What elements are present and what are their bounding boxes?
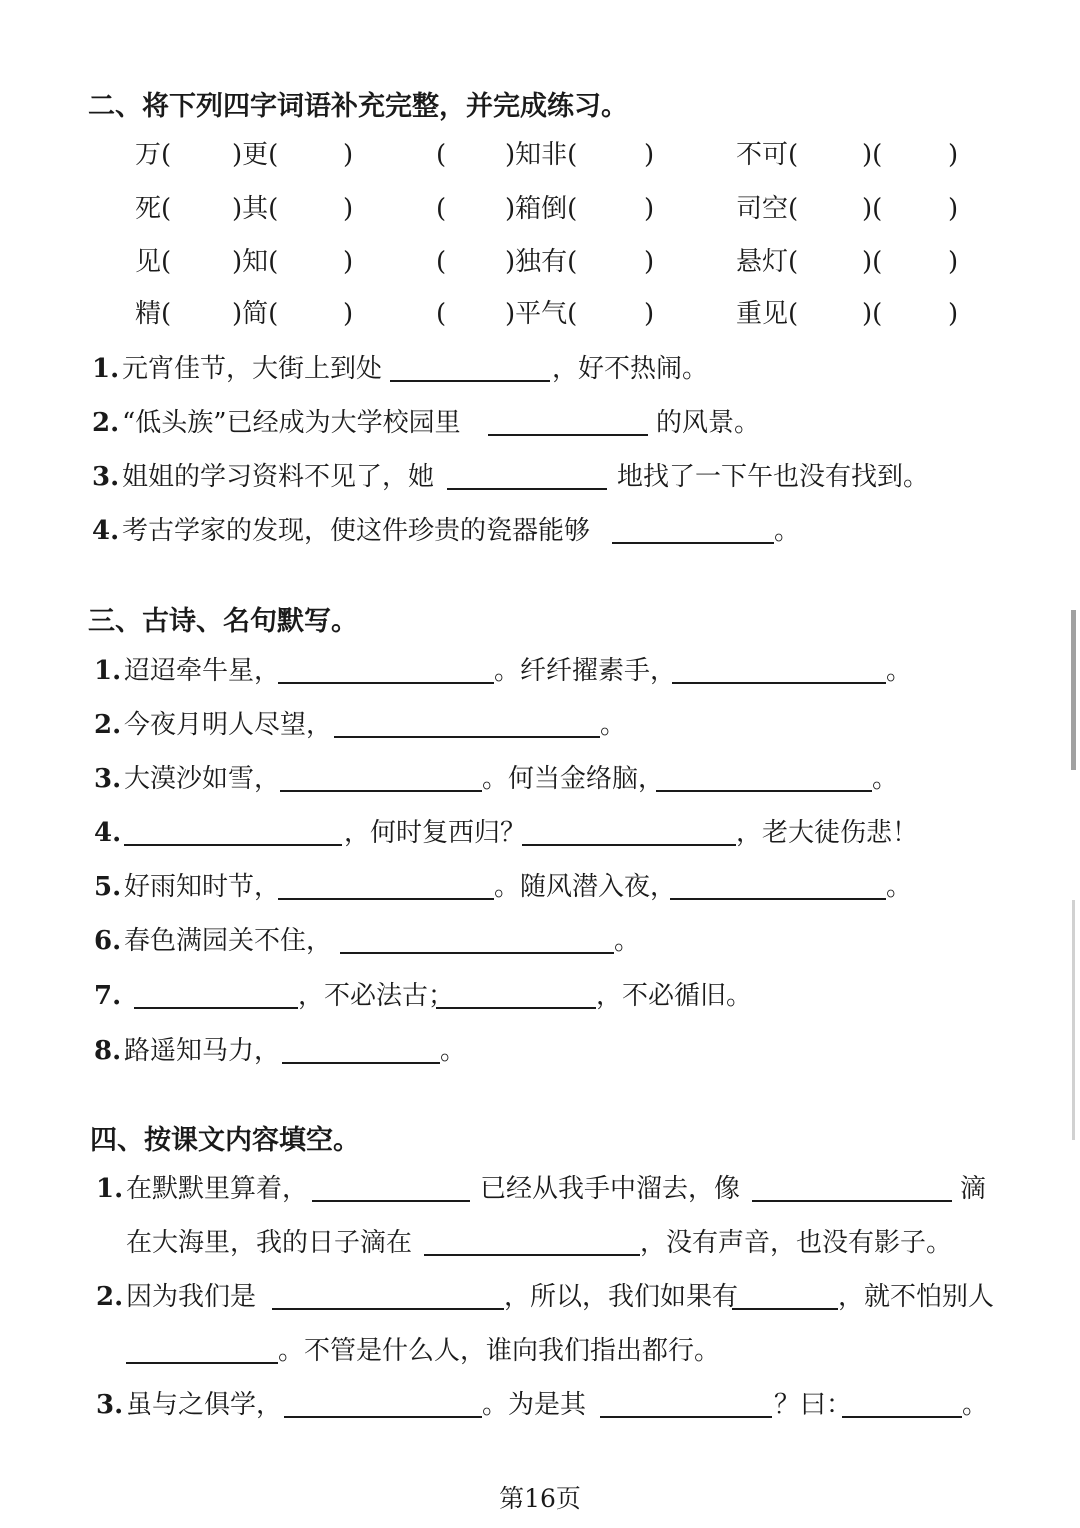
section-3-heading: 三、古诗、名句默写。 <box>88 606 358 637</box>
s3-q8-text: 路遥知马力， <box>124 1036 281 1066</box>
s3-q8-tail: 。 <box>440 1036 467 1066</box>
section-4-heading: 四、按课文内容填空。 <box>90 1125 360 1156</box>
s3-q1-text: 迢迢牵牛星， <box>124 656 281 686</box>
idiom-12-part-c: ) <box>948 299 959 329</box>
s3-q1-number: 1. <box>94 656 122 686</box>
s4-q3-text: 虽与之俱学， <box>126 1390 283 1420</box>
s2-q1-text: 元宵佳节，大街上到处 <box>122 354 383 384</box>
s2-q2-text: “低头族”已经成为大学校园里 <box>122 408 461 438</box>
s2-q1-tail: ，好不热闹。 <box>552 354 709 384</box>
idiom-1-part-c: ) <box>343 140 354 170</box>
idiom-5-part-a: ( <box>436 194 447 224</box>
idiom-9-part-b: )( <box>862 247 883 277</box>
idiom-10-part-a: 精( <box>135 299 172 329</box>
s2-q4-tail: 。 <box>774 516 801 546</box>
s3-q3-tail: 。 <box>872 764 899 794</box>
s2-q4-blank[interactable] <box>612 542 774 544</box>
s2-q4-number: 4. <box>92 516 120 546</box>
s3-q8-number: 8. <box>94 1036 122 1066</box>
s2-q2-number: 2. <box>92 408 120 438</box>
s3-q2-number: 2. <box>94 710 122 740</box>
s3-q7-blank-2[interactable] <box>436 1007 596 1009</box>
s3-q8-blank[interactable] <box>282 1062 440 1064</box>
s3-q6-text: 春色满园关不住， <box>124 926 333 956</box>
s3-q3-blank-2[interactable] <box>656 790 872 792</box>
idiom-2-part-a: ( <box>436 140 447 170</box>
s4-q2-mid-2: ，就不怕别人 <box>838 1282 995 1312</box>
idiom-2-part-b: )知非( <box>505 140 578 170</box>
s4-q1-blank-1[interactable] <box>312 1200 470 1202</box>
idiom-7-part-a: 见( <box>135 247 172 277</box>
idiom-8-part-b: )独有( <box>505 247 578 277</box>
s3-q1-blank-1[interactable] <box>278 682 494 684</box>
idiom-9-part-a: 悬灯( <box>736 247 799 277</box>
s3-q6-number: 6. <box>94 926 122 956</box>
s3-q5-number: 5. <box>94 872 122 902</box>
s3-q5-blank-2[interactable] <box>670 898 886 900</box>
s3-q3-blank-1[interactable] <box>280 790 482 792</box>
s3-q4-number: 4. <box>94 818 122 848</box>
s4-q2-blank-2[interactable] <box>732 1308 838 1310</box>
s3-q7-blank-1[interactable] <box>134 1007 298 1009</box>
idiom-11-part-a: ( <box>436 299 447 329</box>
page-number: 第16页 <box>499 1484 581 1513</box>
idiom-1-part-a: 万( <box>135 140 172 170</box>
s2-q3-text: 姐姐的学习资料不见了，她 <box>122 462 435 492</box>
s4-q3-mid-2: ？曰： <box>774 1390 853 1420</box>
s4-q3-blank-1[interactable] <box>284 1416 482 1418</box>
s4-q1-line2-text: 在大海里，我的日子滴在 <box>126 1228 413 1258</box>
s4-q3-tail: 。 <box>962 1390 989 1420</box>
s4-q1-mid: 已经从我手中溜去，像 <box>480 1174 741 1204</box>
idiom-12-part-b: )( <box>862 299 883 329</box>
s2-q2-tail: 的风景。 <box>656 408 761 438</box>
s2-q3-tail: 地找了一下午也没有找到。 <box>617 462 930 492</box>
s3-q4-blank-1[interactable] <box>124 844 342 846</box>
idiom-2-part-c: ) <box>644 140 655 170</box>
s4-q3-number: 3. <box>96 1390 124 1420</box>
s2-q1-number: 1. <box>92 354 120 384</box>
s4-q2-tail: 。不管是什么人，谁向我们指出都行。 <box>278 1336 721 1366</box>
idiom-8-part-a: ( <box>436 247 447 277</box>
idiom-10-part-c: ) <box>343 299 354 329</box>
s4-q3-mid: 。为是其 <box>482 1390 587 1420</box>
scan-edge-mark-2 <box>1072 900 1075 1140</box>
s4-q1-blank-2[interactable] <box>752 1200 952 1202</box>
s3-q7-tail: ，不必循旧。 <box>596 981 753 1011</box>
s3-q3-text: 大漠沙如雪， <box>124 764 281 794</box>
s3-q6-tail: 。 <box>614 926 641 956</box>
idiom-6-part-c: ) <box>948 194 959 224</box>
idiom-11-part-c: ) <box>644 299 655 329</box>
s3-q1-mid: 。纤纤擢素手， <box>494 656 677 686</box>
section-2-heading: 二、将下列四字词语补充完整，并完成练习。 <box>88 91 628 122</box>
idiom-5-part-c: ) <box>644 194 655 224</box>
s4-q3-blank-3[interactable] <box>842 1416 962 1418</box>
s3-q2-tail: 。 <box>600 710 627 740</box>
s3-q3-mid: 。何当金络脑， <box>482 764 665 794</box>
idiom-6-part-b: )( <box>862 194 883 224</box>
s4-q2-blank-1[interactable] <box>272 1308 504 1310</box>
s2-q3-blank[interactable] <box>447 488 607 490</box>
idiom-5-part-b: )箱倒( <box>505 194 578 224</box>
s3-q5-blank-1[interactable] <box>278 898 494 900</box>
s4-q2-number: 2. <box>96 1282 124 1312</box>
s3-q1-blank-2[interactable] <box>672 682 886 684</box>
idiom-9-part-c: ) <box>948 247 959 277</box>
idiom-4-part-a: 死( <box>135 194 172 224</box>
s2-q3-number: 3. <box>92 462 120 492</box>
idiom-6-part-a: 司空( <box>736 194 799 224</box>
s3-q4-mid: ，何时复西归？ <box>344 818 527 848</box>
scan-edge-mark <box>1071 610 1076 770</box>
s3-q2-blank[interactable] <box>334 736 600 738</box>
s3-q4-tail: ，老大徒伤悲！ <box>736 818 919 848</box>
s3-q1-tail: 。 <box>886 656 913 686</box>
s3-q5-text: 好雨知时节， <box>124 872 281 902</box>
idiom-3-part-b: )( <box>862 140 883 170</box>
idiom-7-part-c: ) <box>343 247 354 277</box>
s3-q6-blank[interactable] <box>340 952 614 954</box>
idiom-8-part-c: ) <box>644 247 655 277</box>
s3-q5-mid: 。随风潜入夜， <box>494 872 677 902</box>
s3-q7-mid: ，不必法古； <box>298 981 455 1011</box>
s3-q5-tail: 。 <box>886 872 913 902</box>
idiom-4-part-b: )其( <box>232 194 279 224</box>
s4-q1-blank-3[interactable] <box>424 1254 640 1256</box>
idiom-1-part-b: )更( <box>232 140 279 170</box>
s2-q1-blank[interactable] <box>390 380 550 382</box>
s4-q1-tail: ，没有声音，也没有影子。 <box>640 1228 953 1258</box>
s4-q1-number: 1. <box>96 1174 124 1204</box>
idiom-7-part-b: )知( <box>232 247 279 277</box>
idiom-11-part-b: )平气( <box>505 299 578 329</box>
s2-q2-blank[interactable] <box>488 434 648 436</box>
s4-q2-text: 因为我们是 <box>126 1282 257 1312</box>
s3-q7-number: 7. <box>94 981 122 1011</box>
s4-q1-text: 在默默里算着， <box>126 1174 309 1204</box>
s3-q4-blank-2[interactable] <box>522 844 736 846</box>
idiom-12-part-a: 重见( <box>736 299 799 329</box>
s2-q4-text: 考古学家的发现，使这件珍贵的瓷器能够 <box>122 516 591 546</box>
s4-q3-blank-2[interactable] <box>600 1416 772 1418</box>
s4-q2-mid: ，所以，我们如果有 <box>504 1282 739 1312</box>
idiom-10-part-b: )简( <box>232 299 279 329</box>
idiom-3-part-c: ) <box>948 140 959 170</box>
idiom-3-part-a: 不可( <box>736 140 799 170</box>
s3-q3-number: 3. <box>94 764 122 794</box>
s3-q2-text: 今夜月明人尽望， <box>124 710 333 740</box>
s4-q1-mid-2: 滴 <box>960 1174 987 1204</box>
idiom-4-part-c: ) <box>343 194 354 224</box>
s4-q2-blank-3[interactable] <box>126 1362 278 1364</box>
